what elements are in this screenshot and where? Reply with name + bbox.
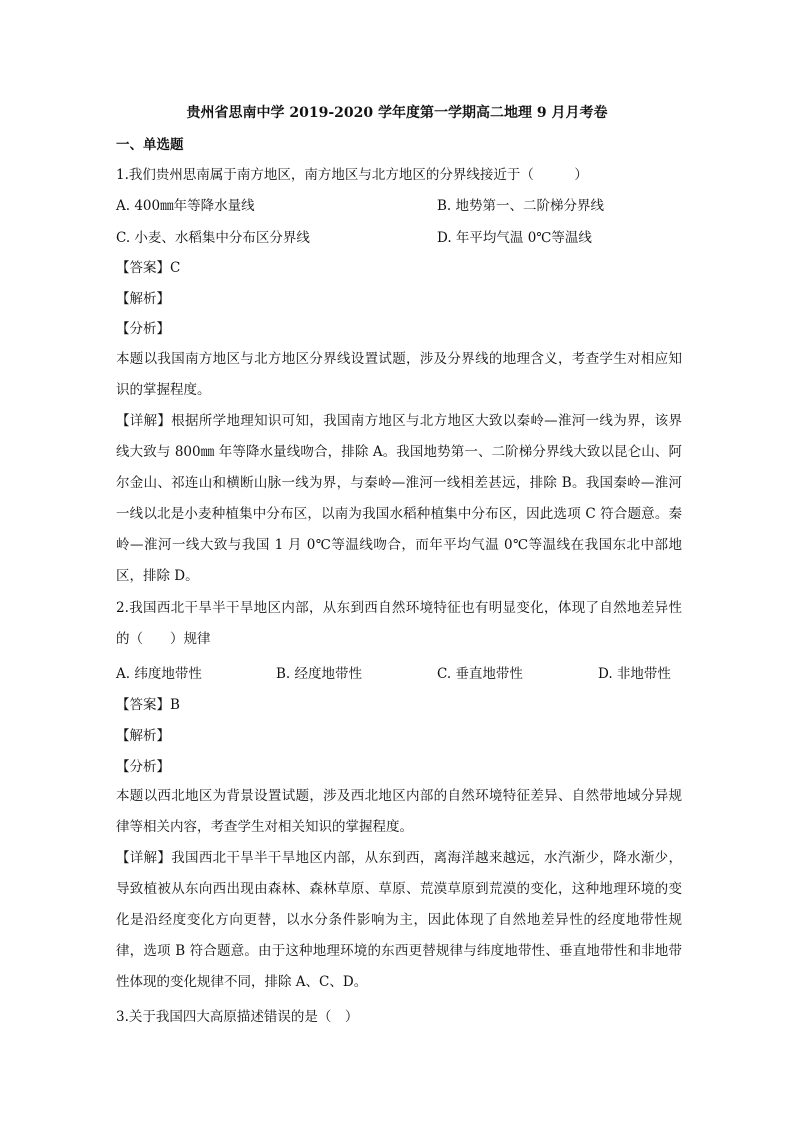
question-1-detail: 【详解】根据所学地理知识可知，我国南方地区与北方地区大致以秦岭—淮河一线为界，该界线大致与 800㎜ 年等降水量线吻合，排除 A。我国地势第一、二阶梯分界线大致以昆仑山、阿尔金山、祁连山和横断山脉一线为界，与秦岭—淮河一线相差甚远，排除 B。我国秦岭—淮河一线以北是小麦种植集中分布区，以南为我国水稻种植集中分布区，因此选项 C 符合题意。秦岭—淮河一线大致与我国 1 月 0℃等温线吻合，而年平均气温 0℃等温线在我国东北中部地区，排除 D。: [116, 413, 682, 584]
question-1-option-a: A. 400㎜年等降水量线: [116, 198, 255, 214]
question-1-stem: 1.我们贵州思南属于南方地区，南方地区与北方地区的分界线接近于（ ）: [116, 167, 588, 183]
question-1-fenxi-label: 【分析】: [116, 321, 170, 337]
question-1-option-d: D. 年平均气温 0℃等温线: [437, 230, 592, 246]
question-2-stem: 2.我国西北干旱半干旱地区内部，从东到西自然环境特征也有明显变化，体现了自然地差异性的（ ）规律: [116, 600, 682, 647]
question-2-jiexi-label: 【解析】: [116, 728, 170, 744]
question-2-option-d: D. 非地带性: [598, 666, 671, 682]
question-2-option-c: C. 垂直地带性: [437, 666, 523, 682]
question-1-option-c: C. 小麦、水稻集中分布区分界线: [116, 230, 310, 246]
question-1-answer: 【答案】C: [116, 260, 181, 276]
question-2-analysis: 本题以西北地区为背景设置试题，涉及西北地区内部的自然环境特征差异、自然带地域分异规律等相关内容，考查学生对相关知识的掌握程度。: [116, 788, 682, 835]
question-2-option-a: A. 纬度地带性: [116, 666, 202, 682]
exam-title: 贵州省思南中学 2019-2020 学年度第一学期高二地理 9 月月考卷: [186, 105, 608, 121]
section-heading: 一、单选题: [116, 137, 184, 153]
question-2-fenxi-label: 【分析】: [116, 759, 170, 775]
question-3-stem: 3.关于我国四大高原描述错误的是（ ）: [116, 1009, 359, 1025]
question-2-detail: 【详解】我国西北干旱半干旱地区内部，从东到西，离海洋越来越远，水汽渐少，降水渐少，导致植被从东向西出现由森林、森林草原、草原、荒漠草原到荒漠的变化，这种地理环境的变化是沿经度变化方向更替，以水分条件影响为主，因此体现了自然地差异性的经度地带性规律，选项 B 符合题意。由于这种地理环境的东西更替规律与纬度地带性、垂直地带性和非地带性体现的变化规律不同，排除 A、C、D。: [116, 850, 682, 990]
question-2-option-b: B. 经度地带性: [276, 666, 363, 682]
question-1-option-b: B. 地势第一、二阶梯分界线: [437, 198, 605, 214]
question-1-jiexi-label: 【解析】: [116, 291, 170, 307]
question-2-answer: 【答案】B: [116, 697, 180, 713]
question-1-analysis: 本题以我国南方地区与北方地区分界线设置试题，涉及分界线的地理含义，考查学生对相应知识的掌握程度。: [116, 351, 682, 398]
